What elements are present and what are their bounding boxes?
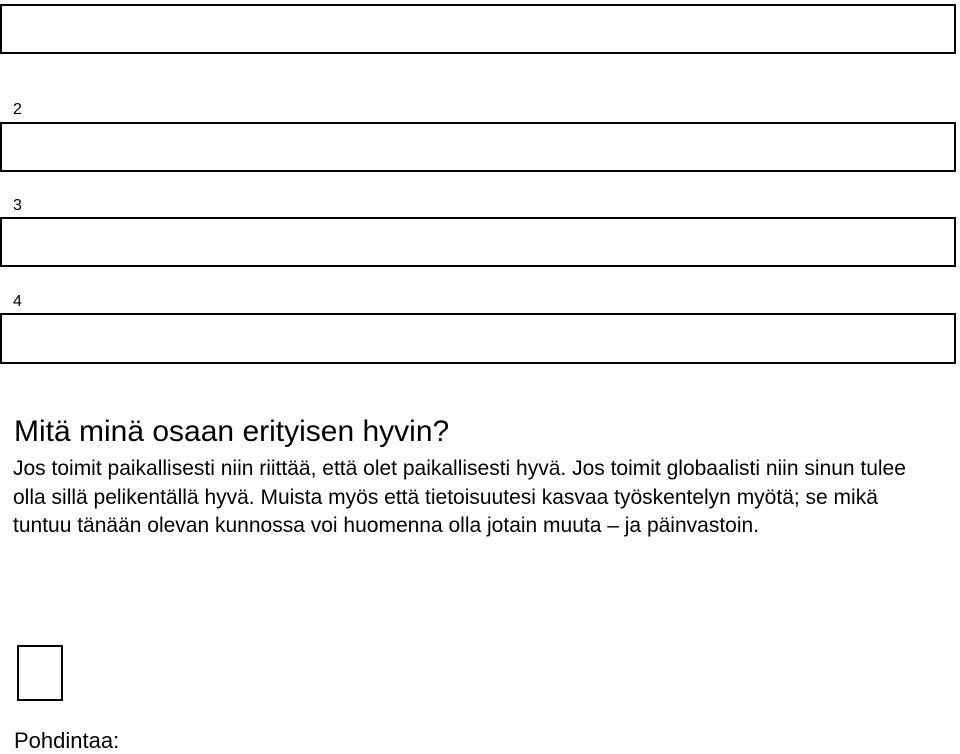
answer-field-4[interactable] — [0, 313, 956, 364]
answer-field-3[interactable] — [0, 217, 956, 267]
answer-field-1[interactable] — [0, 4, 956, 54]
item-number: 2 — [13, 101, 22, 118]
section-body: Jos toimit paikallisesti niin riittää, että olet paikallisesti hyvä. Jos toimit globaalisti niin sinun tulee olla sillä pelikentällä hyvä. Muista myös että tietoisuutesi kasvaa työskentelyn myötä; se mikä tuntuu tänään olevan kunnossa voi huomenna olla jotain muuta – ja päinvastoin. — [13, 457, 906, 537]
section-heading: Mitä minä osaan erityisen hyvin? — [14, 415, 450, 448]
reflection-label: Pohdintaa: — [14, 728, 120, 753]
answer-field-2[interactable] — [0, 122, 956, 172]
item-number: 3 — [13, 197, 22, 214]
item-number: 4 — [13, 293, 22, 310]
reflection-checkbox[interactable] — [17, 645, 63, 701]
